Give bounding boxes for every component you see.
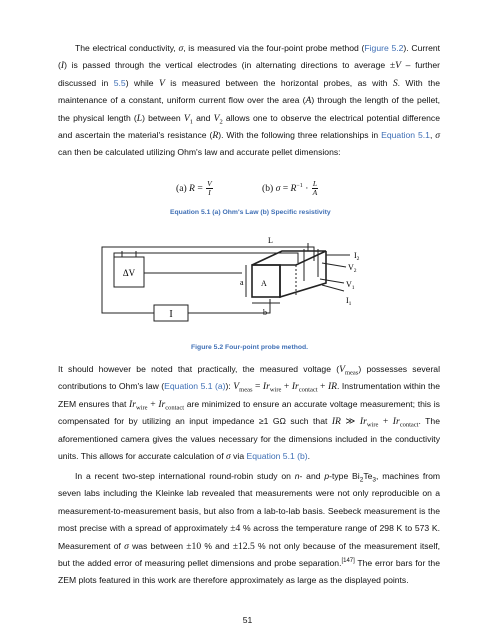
math: Ir: [291, 381, 299, 393]
text: . Instrumentation within the ZEM ensures that: [58, 381, 440, 409]
eq-label: (a): [176, 183, 190, 194]
text: % across the temperature range of 298 K to 573 K. Measurement of: [58, 523, 440, 551]
math-R: R: [212, 130, 219, 142]
math: Ir: [359, 416, 367, 428]
text: , machines from seven labs including the Kleinke lab revealed that measurements were not only reproducible on a measurement-to-measurement basis, but also from a lab-to-lab basis. Seebeck measurement is the most precise with a spread of approximately: [58, 471, 441, 534]
equation-ohms-law: [176, 180, 214, 197]
figure-caption: Figure 5.2 Four-point probe method.: [191, 344, 309, 351]
paragraph-practical: [58, 361, 440, 465]
math: ±4: [230, 523, 241, 535]
eq-lhs: σ: [275, 183, 281, 194]
text: is measured between the horizontal probes, as with: [164, 77, 393, 88]
eq-exponent: −1: [296, 182, 303, 189]
eq-fraction: [312, 180, 318, 197]
subscript: contact: [399, 421, 419, 429]
pointer-line: [320, 279, 344, 283]
area-A-label: A: [261, 279, 267, 288]
text: It should however be noted that practically, the measured voltage (: [58, 364, 340, 374]
V2-label: $V_2$: [348, 263, 357, 274]
math: ±12.5: [232, 540, 255, 552]
math: IR: [331, 416, 341, 428]
text-italic: n: [294, 471, 300, 481]
equation-ref-link[interactable]: Equation 5.1 (b): [246, 451, 308, 462]
pointer-line: [322, 285, 344, 291]
math-Vmeas: V: [339, 364, 345, 375]
text: ,: [429, 130, 436, 141]
subscript: contact: [298, 387, 318, 395]
subscript: contact: [165, 404, 185, 412]
text: % and: [201, 540, 233, 551]
circuit-wire: [102, 257, 154, 313]
subscript: 2: [219, 118, 223, 126]
math: ±10: [186, 540, 202, 552]
text: ) while: [125, 77, 159, 88]
sigma-symbol: σ: [124, 540, 129, 552]
paragraph-round-robin: [58, 468, 440, 590]
text: . With the maintenance of a constant, uniform current flow over the area (: [58, 77, 440, 106]
I2-label: $I_2$: [354, 251, 360, 262]
length-L-label: L: [268, 236, 273, 245]
subscript: 3: [372, 476, 377, 484]
text: are minimized to ensure an accurate voltage measurement; this is compensated for by utilizing an input impedance ≥1 GΩ such that: [58, 398, 440, 427]
text: and: [192, 112, 214, 123]
math: +: [281, 381, 292, 393]
equation-ref-link[interactable]: Equation 5.1 (a): [164, 381, 226, 392]
eq-equals: =: [194, 183, 206, 194]
equation-ref-link[interactable]: Equation 5.1: [381, 130, 430, 141]
text: ). Current (: [58, 43, 441, 71]
circuit-wire: [114, 253, 298, 263]
eq-label: (b): [262, 183, 276, 194]
dim-b-label: b: [263, 308, 267, 317]
figure-ref-link[interactable]: Figure 5.2: [364, 43, 404, 53]
text: ). With the following three relationships in: [218, 130, 382, 141]
pellet-right-edge: [280, 251, 326, 297]
subscript: meas: [344, 369, 359, 377]
citation: [147]: [341, 558, 355, 565]
subscript: wire: [366, 421, 379, 429]
page-number: 51: [242, 615, 253, 625]
text: ):: [225, 381, 234, 392]
text: allows one to observe the electrical potential difference and ascertain the material's resistance (: [58, 112, 440, 141]
math: =: [252, 381, 263, 393]
text: was between: [128, 540, 187, 551]
eq-denominator: I: [208, 188, 211, 198]
text: The electrical conductivity,: [75, 43, 179, 53]
math-L: L: [136, 112, 143, 124]
math: IR: [327, 381, 337, 393]
subscript: 1: [189, 118, 193, 126]
text: ) possesses several contributions to Ohm's law (: [58, 364, 440, 392]
voltmeter-label: ΔV: [122, 268, 136, 278]
math: +: [378, 416, 393, 428]
subscript: 2: [359, 476, 364, 484]
math: V: [233, 381, 240, 393]
math: Ir: [262, 381, 270, 393]
text: . The aforementioned camera gives the values necessary for the dimensions included in the conductivity units. This allows for accurate calculation of: [58, 416, 440, 462]
text: ) is passed through the vertical electrodes (in alternating directions to average: [64, 60, 390, 71]
math: Ir: [129, 398, 136, 410]
math-A: A: [305, 95, 312, 107]
text: % not only because of the measurement itself, but the added error of measuring pellet dimensions and probe separation.: [58, 540, 441, 569]
subscript: wire: [135, 404, 148, 412]
I1-label: $I_1$: [346, 296, 352, 307]
text: via: [230, 451, 247, 462]
eq-fraction: [206, 180, 213, 197]
math-S: S: [392, 77, 398, 89]
dim-a-label: a: [240, 278, 244, 287]
text: , is measured via the four-point probe method (: [183, 43, 365, 53]
eq-numerator: L: [312, 179, 317, 189]
math: +: [317, 381, 328, 393]
text: In a recent two-step international round-robin study on: [75, 471, 295, 481]
current-source-label: I: [169, 309, 173, 320]
eq-numerator: V: [207, 179, 212, 189]
math-pm-V: ±V: [389, 60, 401, 72]
text: .: [307, 451, 311, 462]
text: -type Bi: [329, 471, 360, 481]
V1-label: $V_1$: [346, 280, 355, 291]
math-I: I: [60, 60, 65, 72]
section-ref-link[interactable]: 5.5: [113, 77, 126, 88]
text: – further discussed in: [58, 60, 440, 88]
eq-lhs: R: [189, 183, 195, 194]
text: The error bars for the ZEM plots featured in this work are therefore approximately as large as the displayed points.: [58, 558, 440, 586]
sigma-symbol: σ: [435, 130, 440, 142]
text-italic: p: [324, 471, 330, 481]
text: - and: [299, 471, 325, 481]
paragraph-intro: [58, 40, 440, 162]
equation-5-1: [0, 178, 495, 204]
subscript: wire: [269, 387, 282, 395]
math-V: V: [159, 77, 165, 89]
text: Te: [363, 471, 373, 481]
eq-R: R: [290, 183, 297, 194]
equation-resistivity: [262, 180, 319, 197]
eq-dot: ·: [302, 183, 311, 194]
math: Ir: [158, 398, 166, 410]
text: can then be calculated utilizing Ohm's law and accurate pellet dimensions:: [58, 147, 341, 158]
circuit-wire: [188, 299, 270, 313]
eq-denominator: A: [312, 188, 318, 198]
four-point-probe-figure: [82, 223, 412, 341]
equation-caption: Equation 5.1 (a) Ohm's Law (b) Specific resistivity: [170, 209, 331, 216]
text: ) through the length of the pellet, the physical length (: [58, 95, 440, 123]
eq-equals: =: [280, 183, 291, 194]
sigma-symbol: σ: [225, 451, 231, 463]
text: ) between: [142, 112, 184, 123]
circuit-wire: [102, 247, 314, 261]
sigma-symbol: σ: [178, 43, 184, 54]
math-V2: V: [213, 112, 220, 124]
math: Ir: [392, 416, 400, 428]
math: +: [147, 398, 159, 410]
subscript: meas: [239, 387, 253, 395]
math-V1: V: [183, 112, 190, 124]
math: ≫: [340, 416, 360, 428]
